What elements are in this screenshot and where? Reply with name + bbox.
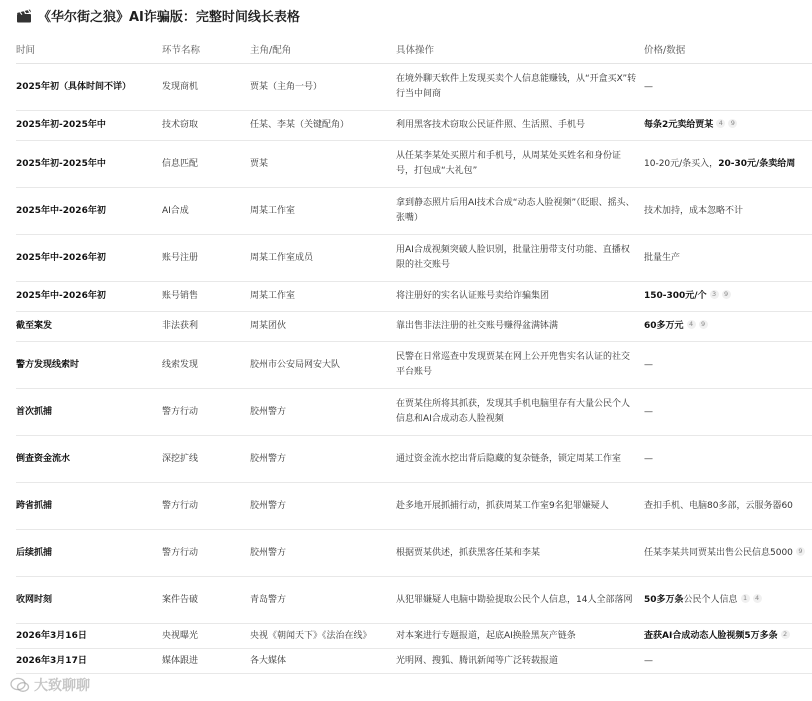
cell-price bbox=[644, 188, 812, 235]
column-header-time: 时间 bbox=[16, 34, 162, 64]
price-text: 50多万条 bbox=[644, 594, 684, 605]
price-text: 20-30元/条卖给周 bbox=[718, 158, 796, 169]
table-row bbox=[16, 624, 812, 649]
cell-time: 2026年3月16日 bbox=[16, 624, 162, 649]
citation-badge: 2 bbox=[781, 630, 790, 639]
cell-price bbox=[644, 141, 812, 188]
column-header-actors: 主角/配角 bbox=[250, 34, 396, 64]
cell-time: 收网时刻 bbox=[16, 577, 162, 624]
column-header-price: 价格/数据 bbox=[644, 34, 812, 64]
cell-action: 利用黑客技术窃取公民证件照、生活照、手机号 bbox=[396, 111, 644, 141]
price-text: 查获AI合成动态人脸视频5万多条 bbox=[644, 630, 778, 641]
cell-action: 民警在日常巡查中发现贾某在网上公开兜售实名认证的社交平台账号 bbox=[396, 342, 644, 389]
table-row bbox=[16, 141, 812, 188]
cell-action: 在境外聊天软件上发现买卖个人信息能赚钱，从“开盒买X”转行当中间商 bbox=[396, 64, 644, 111]
cell-price bbox=[644, 436, 812, 483]
cell-stage: 账号注册 bbox=[162, 235, 250, 282]
price-text: — bbox=[644, 453, 653, 464]
wechat-icon bbox=[10, 677, 30, 693]
cell-price bbox=[644, 649, 812, 674]
price-text: 批量生产 bbox=[644, 252, 681, 263]
cell-stage: 线索发现 bbox=[162, 342, 250, 389]
table-row bbox=[16, 235, 812, 282]
cell-actors: 青岛警方 bbox=[250, 577, 396, 624]
cell-stage: 警方行动 bbox=[162, 483, 250, 530]
table-row bbox=[16, 649, 812, 674]
cell-actors: 胶州警方 bbox=[250, 389, 396, 436]
cell-actors: 胶州警方 bbox=[250, 483, 396, 530]
citation-badge: 3 bbox=[710, 290, 719, 299]
cell-actors: 央视《朝闻天下》《法治在线》 bbox=[250, 624, 396, 649]
watermark-text: 大致聊聊 bbox=[34, 678, 90, 694]
cell-stage: AI合成 bbox=[162, 188, 250, 235]
cell-price bbox=[644, 389, 812, 436]
cell-stage: 信息匹配 bbox=[162, 141, 250, 188]
price-text: — bbox=[644, 81, 653, 92]
price-text: 任某李某共同贾某出售公民信息5000 bbox=[644, 547, 793, 558]
citation-badge: 4 bbox=[687, 320, 696, 329]
cell-actors: 胶州市公安局网安大队 bbox=[250, 342, 396, 389]
cell-time: 跨省抓捕 bbox=[16, 483, 162, 530]
cell-actors: 贾某 bbox=[250, 141, 396, 188]
cell-price bbox=[644, 282, 812, 312]
table-row bbox=[16, 389, 812, 436]
cell-time: 警方发现线索时 bbox=[16, 342, 162, 389]
cell-actors: 贾某（主角一号） bbox=[250, 64, 396, 111]
cell-action: 赴多地开展抓捕行动，抓获周某工作室9名犯罪嫌疑人 bbox=[396, 483, 644, 530]
cell-action: 用AI合成视频突破人脸识别，批量注册带支付功能、直播权限的社交账号 bbox=[396, 235, 644, 282]
cell-actors: 周某工作室 bbox=[250, 188, 396, 235]
cell-price bbox=[644, 624, 812, 649]
price-text: 60多万元 bbox=[644, 321, 684, 331]
cell-action: 光明网、搜狐、腾讯新闻等广泛转载报道 bbox=[396, 649, 644, 674]
cell-price bbox=[644, 64, 812, 111]
table-row bbox=[16, 342, 812, 389]
cell-action: 拿到静态照片后用AI技术合成“动态人脸视频”（眨眼、摇头、张嘴） bbox=[396, 188, 644, 235]
price-text: 技术加持，成本忽略不计 bbox=[644, 205, 744, 216]
timeline-table bbox=[16, 34, 812, 674]
citation-badge: 9 bbox=[796, 547, 805, 556]
cell-stage: 央视曝光 bbox=[162, 624, 250, 649]
cell-actors: 各大媒体 bbox=[250, 649, 396, 674]
cell-time: 首次抓捕 bbox=[16, 389, 162, 436]
cell-stage: 账号销售 bbox=[162, 282, 250, 312]
cell-price bbox=[644, 530, 812, 577]
cell-actors: 周某团伙 bbox=[250, 312, 396, 342]
cell-stage: 案件告破 bbox=[162, 577, 250, 624]
table-row bbox=[16, 530, 812, 577]
cell-actors: 胶州警方 bbox=[250, 436, 396, 483]
cell-action: 靠出售非法注册的社交账号赚得盆满钵满 bbox=[396, 312, 644, 342]
cell-price bbox=[644, 577, 812, 624]
cell-time: 2025年中-2026年初 bbox=[16, 188, 162, 235]
cell-actors: 任某、李某（关键配角） bbox=[250, 111, 396, 141]
cell-stage: 发现商机 bbox=[162, 64, 250, 111]
cell-actors: 胶州警方 bbox=[250, 530, 396, 577]
price-text: 10-20元/条买入， bbox=[644, 158, 719, 169]
page-title-row bbox=[16, 5, 300, 25]
cell-action: 通过资金流水挖出背后隐藏的复杂链条，锁定周某工作室 bbox=[396, 436, 644, 483]
price-text: 公民个人信息 bbox=[683, 594, 738, 605]
table-body bbox=[16, 64, 812, 674]
cell-time: 2026年3月17日 bbox=[16, 649, 162, 674]
cell-time: 2025年中-2026年初 bbox=[16, 282, 162, 312]
cell-price bbox=[644, 111, 812, 141]
cell-action: 将注册好的实名认证账号卖给诈骗集团 bbox=[396, 282, 644, 312]
cell-stage: 非法获利 bbox=[162, 312, 250, 342]
citation-badge: 9 bbox=[722, 290, 731, 299]
table-row bbox=[16, 483, 812, 530]
cell-stage: 媒体跟进 bbox=[162, 649, 250, 674]
price-text: — bbox=[644, 655, 653, 666]
price-text: — bbox=[644, 406, 653, 417]
cell-time: 2025年初（具体时间不详） bbox=[16, 64, 162, 111]
cell-stage: 技术窃取 bbox=[162, 111, 250, 141]
page-title: 《华尔街之狼》AI诈骗版：完整时间线长表格 bbox=[38, 9, 300, 25]
cell-price bbox=[644, 235, 812, 282]
table-row bbox=[16, 577, 812, 624]
table-header-row bbox=[16, 34, 812, 64]
cell-time: 后续抓捕 bbox=[16, 530, 162, 577]
table-row bbox=[16, 188, 812, 235]
watermark bbox=[10, 675, 90, 695]
cell-stage: 警方行动 bbox=[162, 389, 250, 436]
cell-action: 在贾某住所将其抓获，发现其手机电脑里存有大量公民个人信息和AI合成动态人脸视频 bbox=[396, 389, 644, 436]
table-row bbox=[16, 436, 812, 483]
cell-time: 倒查资金流水 bbox=[16, 436, 162, 483]
cell-actors: 周某工作室 bbox=[250, 282, 396, 312]
cell-time: 2025年初-2025年中 bbox=[16, 141, 162, 188]
citation-badge: 1 bbox=[741, 594, 750, 603]
cell-action: 根据贾某供述，抓获黑客任某和李某 bbox=[396, 530, 644, 577]
table-row bbox=[16, 64, 812, 111]
cell-action: 对本案进行专题报道，起底AI换脸黑灰产链条 bbox=[396, 624, 644, 649]
cell-price bbox=[644, 483, 812, 530]
cell-price bbox=[644, 312, 812, 342]
clapperboard-icon bbox=[16, 8, 32, 23]
cell-time: 2025年初-2025年中 bbox=[16, 111, 162, 141]
column-header-stage: 环节名称 bbox=[162, 34, 250, 64]
cell-stage: 警方行动 bbox=[162, 530, 250, 577]
citation-badge: 9 bbox=[728, 119, 737, 128]
cell-action: 从任某李某处买照片和手机号，从周某处买姓名和身份证号，打包成“大礼包” bbox=[396, 141, 644, 188]
cell-stage: 深挖扩线 bbox=[162, 436, 250, 483]
cell-price bbox=[644, 342, 812, 389]
price-text: 每条2元卖给贾某 bbox=[644, 120, 714, 130]
cell-actors: 周某工作室成员 bbox=[250, 235, 396, 282]
table-row bbox=[16, 312, 812, 342]
column-header-action: 具体操作 bbox=[396, 34, 644, 64]
price-text: 查扣手机、电脑80多部，云服务器60 bbox=[644, 500, 793, 511]
cell-time: 2025年中-2026年初 bbox=[16, 235, 162, 282]
citation-badge: 4 bbox=[716, 119, 725, 128]
cell-action: 从犯罪嫌疑人电脑中勘验提取公民个人信息，14人全部落网 bbox=[396, 577, 644, 624]
table-row bbox=[16, 111, 812, 141]
citation-badge: 9 bbox=[699, 320, 708, 329]
price-text: — bbox=[644, 359, 653, 370]
citation-badge: 4 bbox=[753, 594, 762, 603]
cell-time: 截至案发 bbox=[16, 312, 162, 342]
price-text: 150-300元/个 bbox=[644, 291, 707, 301]
table-row bbox=[16, 282, 812, 312]
